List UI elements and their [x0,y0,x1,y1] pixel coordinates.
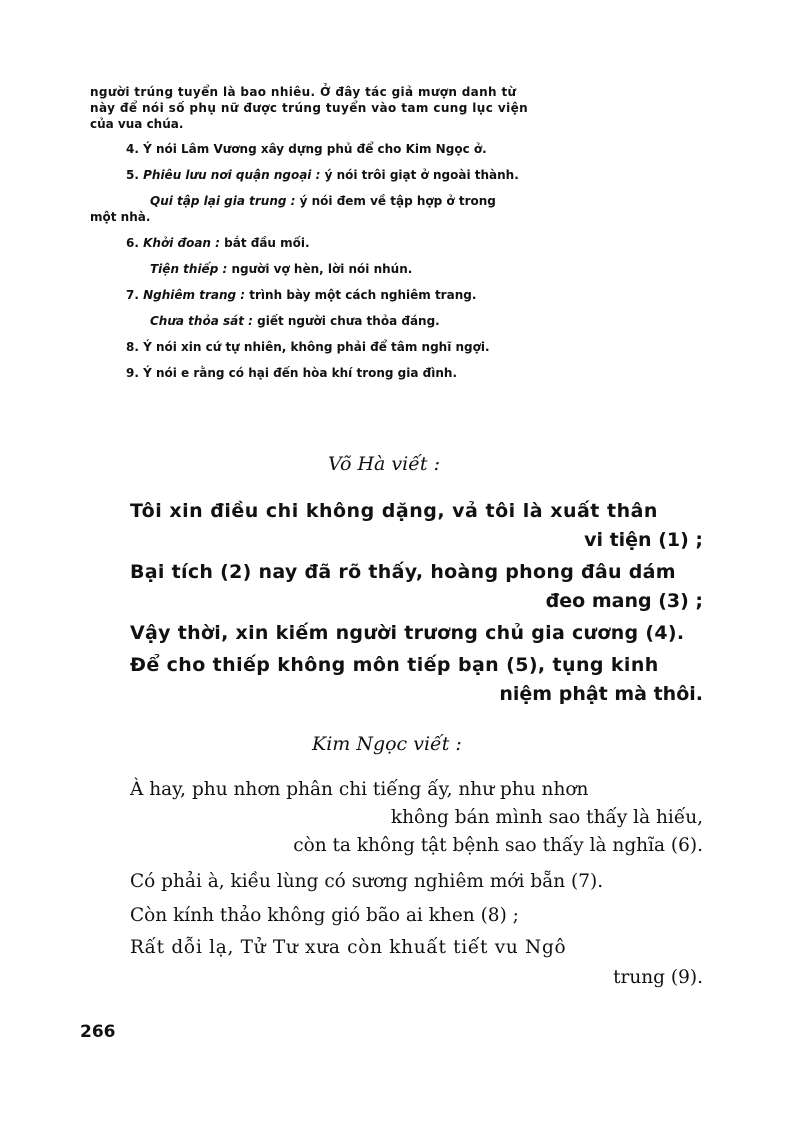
verse-line: Còn kính thảo không gió bão ai khen (8) ; [130,905,519,926]
note-6b-term: Tiện thiếp : [150,262,228,276]
verse-continuation: đeo mang (3) ; [545,590,703,612]
note-5-term: Phiêu lưu nơi quận ngoại : [143,168,321,182]
verse-line: Bại tích (2) nay đã rõ thấy, hoàng phong đâu dám [130,561,676,583]
verse-continuation: niệm phật mà thôi. [499,683,703,705]
verse-continuation: còn ta không tật bệnh sao thấy là nghĩa (6). [293,835,703,856]
note-5b [90,193,710,209]
note-6b [90,261,710,277]
note-5b-term: Qui tập lại gia trung : [150,194,296,208]
verse-line: À hay, phu nhơn phân chi tiếng ấy, như phu nhơn [130,779,589,800]
verse-continuation: không bán mình sao thấy là hiếu, [390,807,703,828]
note-5: 5. Phiêu lưu nơi quận ngoại : ý nói trôi giạt ở ngoài thành. [126,168,519,182]
note-4: 4. Ý nói Lâm Vương xây dựng phủ để cho Kim Ngọc ở. [126,142,487,156]
note-5b-text: ý nói đem về tập hợp ở trong [299,194,496,208]
note-intro-line: của vua chúa. [90,117,184,131]
section-heading-kim-ngoc: Kim Ngọc viết : [312,733,462,755]
verse-line: Rất dỗi lạ, Tử Tư xưa còn khuất tiết vu Ngô [130,937,567,958]
note-9: 9. Ý nói e rằng có hại đến hòa khí trong gia đình. [126,366,458,380]
note-7b [90,313,710,329]
note-7: 7. Nghiêm trang : trình bày một cách nghiêm trang. [126,288,477,302]
verse-line: Vậy thời, xin kiếm người trương chủ gia cương (4). [130,622,685,644]
note-6-term: Khởi đoan : [143,236,220,250]
note-intro-line: người trúng tuyển là bao nhiêu. Ở đây tác giả mượn danh từ [90,85,517,99]
section-heading-vo-ha: Võ Hà viết : [328,453,440,475]
verse-line: Tôi xin điều chi không dặng, vả tôi là xuất thân [130,500,658,522]
note-5b-cont: một nhà. [90,210,151,224]
note-6b-text: người vợ hèn, lời nói nhún. [231,262,413,276]
verse-continuation: trung (9). [613,967,703,988]
verse-line: Để cho thiếp không môn tiếp bạn (5), tụng kinh [130,654,659,676]
note-6: 6. Khởi đoan : bắt đầu mối. [126,236,310,250]
verse-line: Có phải à, kiều lùng có sương nghiêm mới bẵn (7). [130,871,604,892]
note-7-text: trình bày một cách nghiêm trang. [249,288,477,302]
note-7b-term: Chưa thỏa sát : [150,314,253,328]
verse-continuation: vi tiện (1) ; [584,529,703,551]
note-7-term: Nghiêm trang : [143,288,246,302]
note-7b-text: giết người chưa thỏa đáng. [257,314,440,328]
footnotes [90,84,710,381]
note-intro-line: này để nói số phụ nữ được trúng tuyển vào tam cung lục viện [90,101,529,115]
note-6-text: bắt đầu mối. [224,236,310,250]
poem-kim-ngoc [130,779,703,997]
page-number: 266 [80,1022,116,1042]
poem-vo-ha [130,500,703,713]
note-5-text: ý nói trôi giạt ở ngoài thành. [324,168,519,182]
note-8: 8. Ý nói xin cứ tự nhiên, không phải để tâm nghĩ ngợi. [126,340,490,354]
